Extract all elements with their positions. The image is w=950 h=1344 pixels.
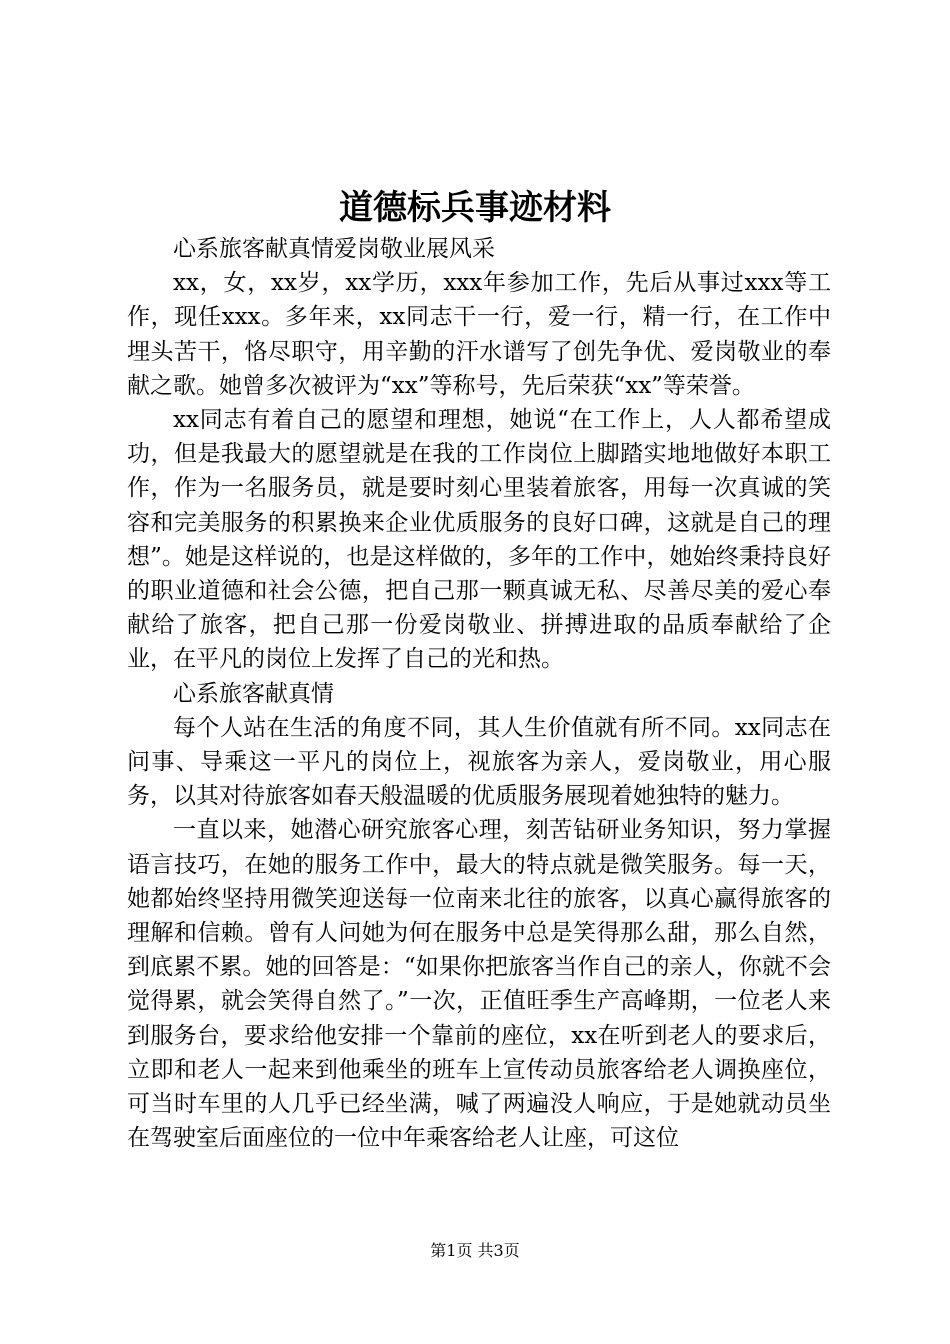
document-title: 道德标兵事迹材料 [339,188,611,228]
body-paragraph: xx同志有着自己的愿望和理想，她说“在工作上，人人都希望成功，但是我最大的愿望就是在我的工作岗位上脚踏实地地做好本职工作，作为一名服务员，就是要时刻心里装着旅客，用每一次真诚的笑容和完美服务的积累换来企业优质服务的良好口碑，这就是自己的理想”。她是这样说的，也是这样做的，多年的工作中，她始终秉持良好的职业道德和社会公德，把自己那一颗真诚无私、尽善尽美的爱心奉献给了旅客，把自己那一份爱岗敬业、拼搏进取的品质奉献给了企业，在平凡的岗位上发挥了自己的光和热。 [127,407,831,673]
section-heading: 心系旅客献真情 [173,680,334,707]
body-paragraph: 每个人站在生活的角度不同，其人生价值就有所不同。xx同志在问事、导乘这一平凡的岗位上，视旅客为亲人，爱岗敬业，用心服务，以其对待旅客如春天般温暖的优质服务展现着她独特的魅力。 [127,714,831,810]
body-paragraph: 一直以来，她潜心研究旅客心理，刻苦钻研业务知识，努力掌握语言技巧，在她的服务工作中，最大的特点就是微笑服务。每一天，她都始终坚持用微笑迎送每一位南来北往的旅客，以真心赢得旅客的理解和信赖。曾有人问她为何在服务中总是笑得那么甜，那么自然，到底累不累。她的回答是：“如果你把旅客当作自己的亲人，你就不会觉得累，就会笑得自然了。”一次，正值旺季生产高峰期，一位老人来到服务台，要求给他安排一个靠前的座位，xx在听到老人的要求后，立即和老人一起来到他乘坐的班车上宣传动员旅客给老人调换座位，可当时车里的人几乎已经坐满，喊了两遍没人响应，于是她就动员坐在驾驶室后面座位的一位中年乘客给老人让座，可这位 [127,817,831,1152]
document-body [127,232,831,1155]
page-footer: 第1页 共3页 [430,1241,520,1260]
subtitle-paragraph: 心系旅客献真情爱岗敬业展风采 [173,236,495,262]
body-paragraph: xx，女，xx岁，xx学历，xxx年参加工作，先后从事过xxx等工作，现任xxx。多年来，xx同志干一行，爱一行，精一行，在工作中埋头苦干，恪尽职守，用辛勤的汗水谱写了创先争优、爱岗敬业的奉献之歌。她曾多次被评为“xx”等称号，先后荣获“xx”等荣誉。 [127,270,831,399]
